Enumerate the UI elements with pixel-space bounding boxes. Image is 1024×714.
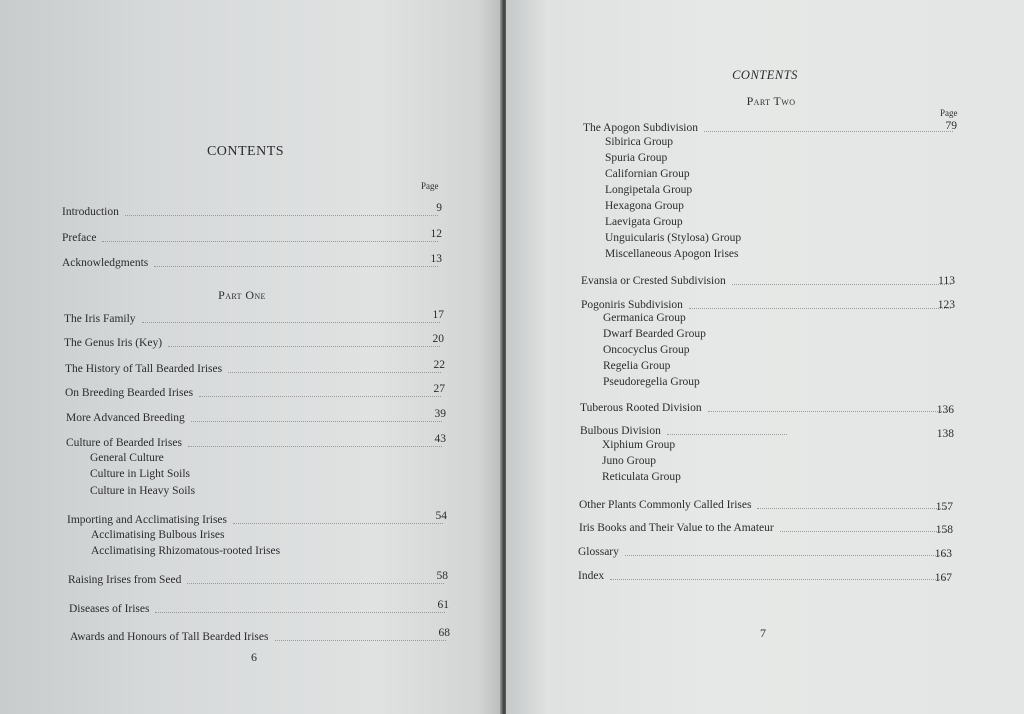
toc-subentry[interactable]: Longipetala Group xyxy=(605,184,693,196)
toc-entry-page: 113 xyxy=(938,275,955,287)
toc-entry-page: 22 xyxy=(433,359,445,371)
toc-entry[interactable] xyxy=(62,255,442,271)
toc-entry[interactable] xyxy=(62,204,442,220)
toc-subentry[interactable]: Californian Group xyxy=(605,168,690,180)
toc-subentry[interactable]: General Culture xyxy=(90,452,164,464)
toc-entry-page: 123 xyxy=(937,299,955,311)
toc-entry-title: More Advanced Breeding xyxy=(66,412,185,424)
toc-entry-page: 54 xyxy=(435,510,447,522)
toc-subentry[interactable]: Unguicularis (Stylosa) Group xyxy=(605,232,742,244)
toc-entry-title: The History of Tall Bearded Irises xyxy=(65,363,223,375)
contents-heading: CONTENTS xyxy=(732,68,798,82)
leader-dots xyxy=(125,214,438,216)
toc-entry-page: 167 xyxy=(934,572,952,584)
toc-entry-title: Preface xyxy=(62,232,97,244)
toc-subentry[interactable]: Oncocyclus Group xyxy=(603,344,690,356)
toc-subentry[interactable]: Dwarf Bearded Group xyxy=(603,328,706,340)
toc-entry-title: The Apogon Subdivision xyxy=(583,122,699,134)
toc-entry-page: 43 xyxy=(434,433,446,445)
toc-entry-title: Index xyxy=(578,570,605,582)
toc-entry-page: 20 xyxy=(432,333,444,345)
leader-dots xyxy=(667,433,787,435)
toc-entry-title: Introduction xyxy=(62,206,119,218)
toc-entry-page: 68 xyxy=(438,627,450,639)
toc-subentry[interactable]: Xiphium Group xyxy=(602,439,676,451)
toc-entry-title: Pogoniris Subdivision xyxy=(581,299,683,311)
toc-entry[interactable] xyxy=(68,572,448,588)
toc-subentry[interactable]: Spuria Group xyxy=(605,152,668,164)
toc-entry-title: Awards and Honours of Tall Bearded Irises xyxy=(70,631,269,643)
toc-entry-page: 9 xyxy=(436,202,442,214)
page-column-label: Page xyxy=(940,108,958,118)
toc-entry-page: 39 xyxy=(434,408,446,420)
leader-dots xyxy=(142,321,440,323)
toc-entry[interactable] xyxy=(65,385,445,401)
toc-entry-title: Diseases of Irises xyxy=(69,603,150,615)
toc-entry[interactable] xyxy=(64,335,444,351)
toc-entry-page: 27 xyxy=(433,383,445,395)
toc-subentry[interactable]: Culture in Light Soils xyxy=(90,468,190,480)
toc-entry-title: Evansia or Crested Subdivision xyxy=(581,275,726,287)
toc-subentry[interactable]: Miscellaneous Apogon Irises xyxy=(605,248,739,260)
toc-entry-page: 138 xyxy=(936,428,954,440)
leader-dots xyxy=(625,554,948,556)
left-page xyxy=(0,0,503,714)
toc-entry-title: Iris Books and Their Value to the Amateur xyxy=(579,522,774,534)
toc-entry-title: The Genus Iris (Key) xyxy=(64,337,163,349)
toc-entry[interactable] xyxy=(66,435,446,451)
toc-entry-page: 163 xyxy=(934,548,952,560)
part-one-label: Part One xyxy=(218,288,266,302)
leader-dots xyxy=(610,578,948,580)
toc-entry-title: Other Plants Commonly Called Irises xyxy=(579,499,752,511)
toc-entry-page: 79 xyxy=(945,120,957,132)
toc-entry[interactable] xyxy=(580,400,954,416)
toc-subentry[interactable]: Hexagona Group xyxy=(605,200,684,212)
toc-entry[interactable] xyxy=(65,361,445,377)
toc-entry[interactable] xyxy=(578,568,952,584)
right-page xyxy=(506,0,1024,714)
toc-entry[interactable] xyxy=(67,512,447,528)
leader-dots xyxy=(187,582,444,584)
toc-subentry[interactable]: Laevigata Group xyxy=(605,216,683,228)
toc-entry[interactable] xyxy=(579,520,953,536)
toc-entry-title: Culture of Bearded Irises xyxy=(66,437,182,449)
leader-dots xyxy=(689,307,951,309)
part-two-label: Part Two xyxy=(746,94,796,108)
page-number: 7 xyxy=(760,626,766,640)
contents-heading: CONTENTS xyxy=(206,144,285,159)
toc-entry-title: The Iris Family xyxy=(64,313,136,325)
toc-entry-page: 12 xyxy=(430,228,442,240)
toc-subentry[interactable]: Reticulata Group xyxy=(602,471,681,483)
toc-subentry[interactable]: Regelia Group xyxy=(603,360,671,372)
toc-entry[interactable] xyxy=(69,601,449,617)
leader-dots xyxy=(155,611,445,613)
leader-dots xyxy=(168,345,440,347)
toc-entry[interactable] xyxy=(579,497,953,513)
toc-subentry[interactable]: Sibirica Group xyxy=(605,136,674,148)
toc-entry-page: 157 xyxy=(935,501,953,513)
page-number: 6 xyxy=(251,650,257,664)
toc-subentry[interactable]: Acclimatising Bulbous Irises xyxy=(91,529,225,541)
toc-subentry[interactable]: Culture in Heavy Soils xyxy=(90,485,196,497)
toc-entry-page: 17 xyxy=(432,309,444,321)
toc-entry-title: Acknowledgments xyxy=(62,257,149,269)
toc-entry-page: 61 xyxy=(437,599,449,611)
toc-entry-title: Raising Irises from Seed xyxy=(68,574,182,586)
leader-dots xyxy=(102,240,438,242)
leader-dots xyxy=(188,445,442,447)
toc-entry-page: 58 xyxy=(436,570,448,582)
toc-entry-page: 13 xyxy=(430,253,442,265)
toc-entry[interactable] xyxy=(66,410,446,426)
toc-entry-page: 158 xyxy=(935,524,953,536)
toc-entry-title: On Breeding Bearded Irises xyxy=(65,387,194,399)
leader-dots xyxy=(191,420,442,422)
toc-subentry[interactable]: Juno Group xyxy=(602,455,656,467)
leader-dots xyxy=(154,265,438,267)
toc-entry-title: Glossary xyxy=(578,546,619,558)
toc-entry-title: Bulbous Division xyxy=(580,425,661,437)
toc-entry-page: 136 xyxy=(936,404,954,416)
toc-entry[interactable] xyxy=(70,629,450,645)
toc-subentry[interactable]: Acclimatising Rhizomatous-rooted Irises xyxy=(91,545,281,557)
page-column-label: Page xyxy=(421,181,439,191)
toc-subentry[interactable]: Pseudoregelia Group xyxy=(603,376,700,388)
toc-entry-title: Tuberous Rooted Division xyxy=(580,402,702,414)
toc-entry[interactable] xyxy=(64,311,444,327)
toc-entry[interactable] xyxy=(62,230,442,246)
toc-subentry[interactable]: Germanica Group xyxy=(603,312,686,324)
toc-entry-title: Importing and Acclimatising Irises xyxy=(67,514,228,526)
toc-entry[interactable] xyxy=(578,544,952,560)
leader-dots xyxy=(704,130,953,132)
toc-entry[interactable] xyxy=(581,273,955,289)
